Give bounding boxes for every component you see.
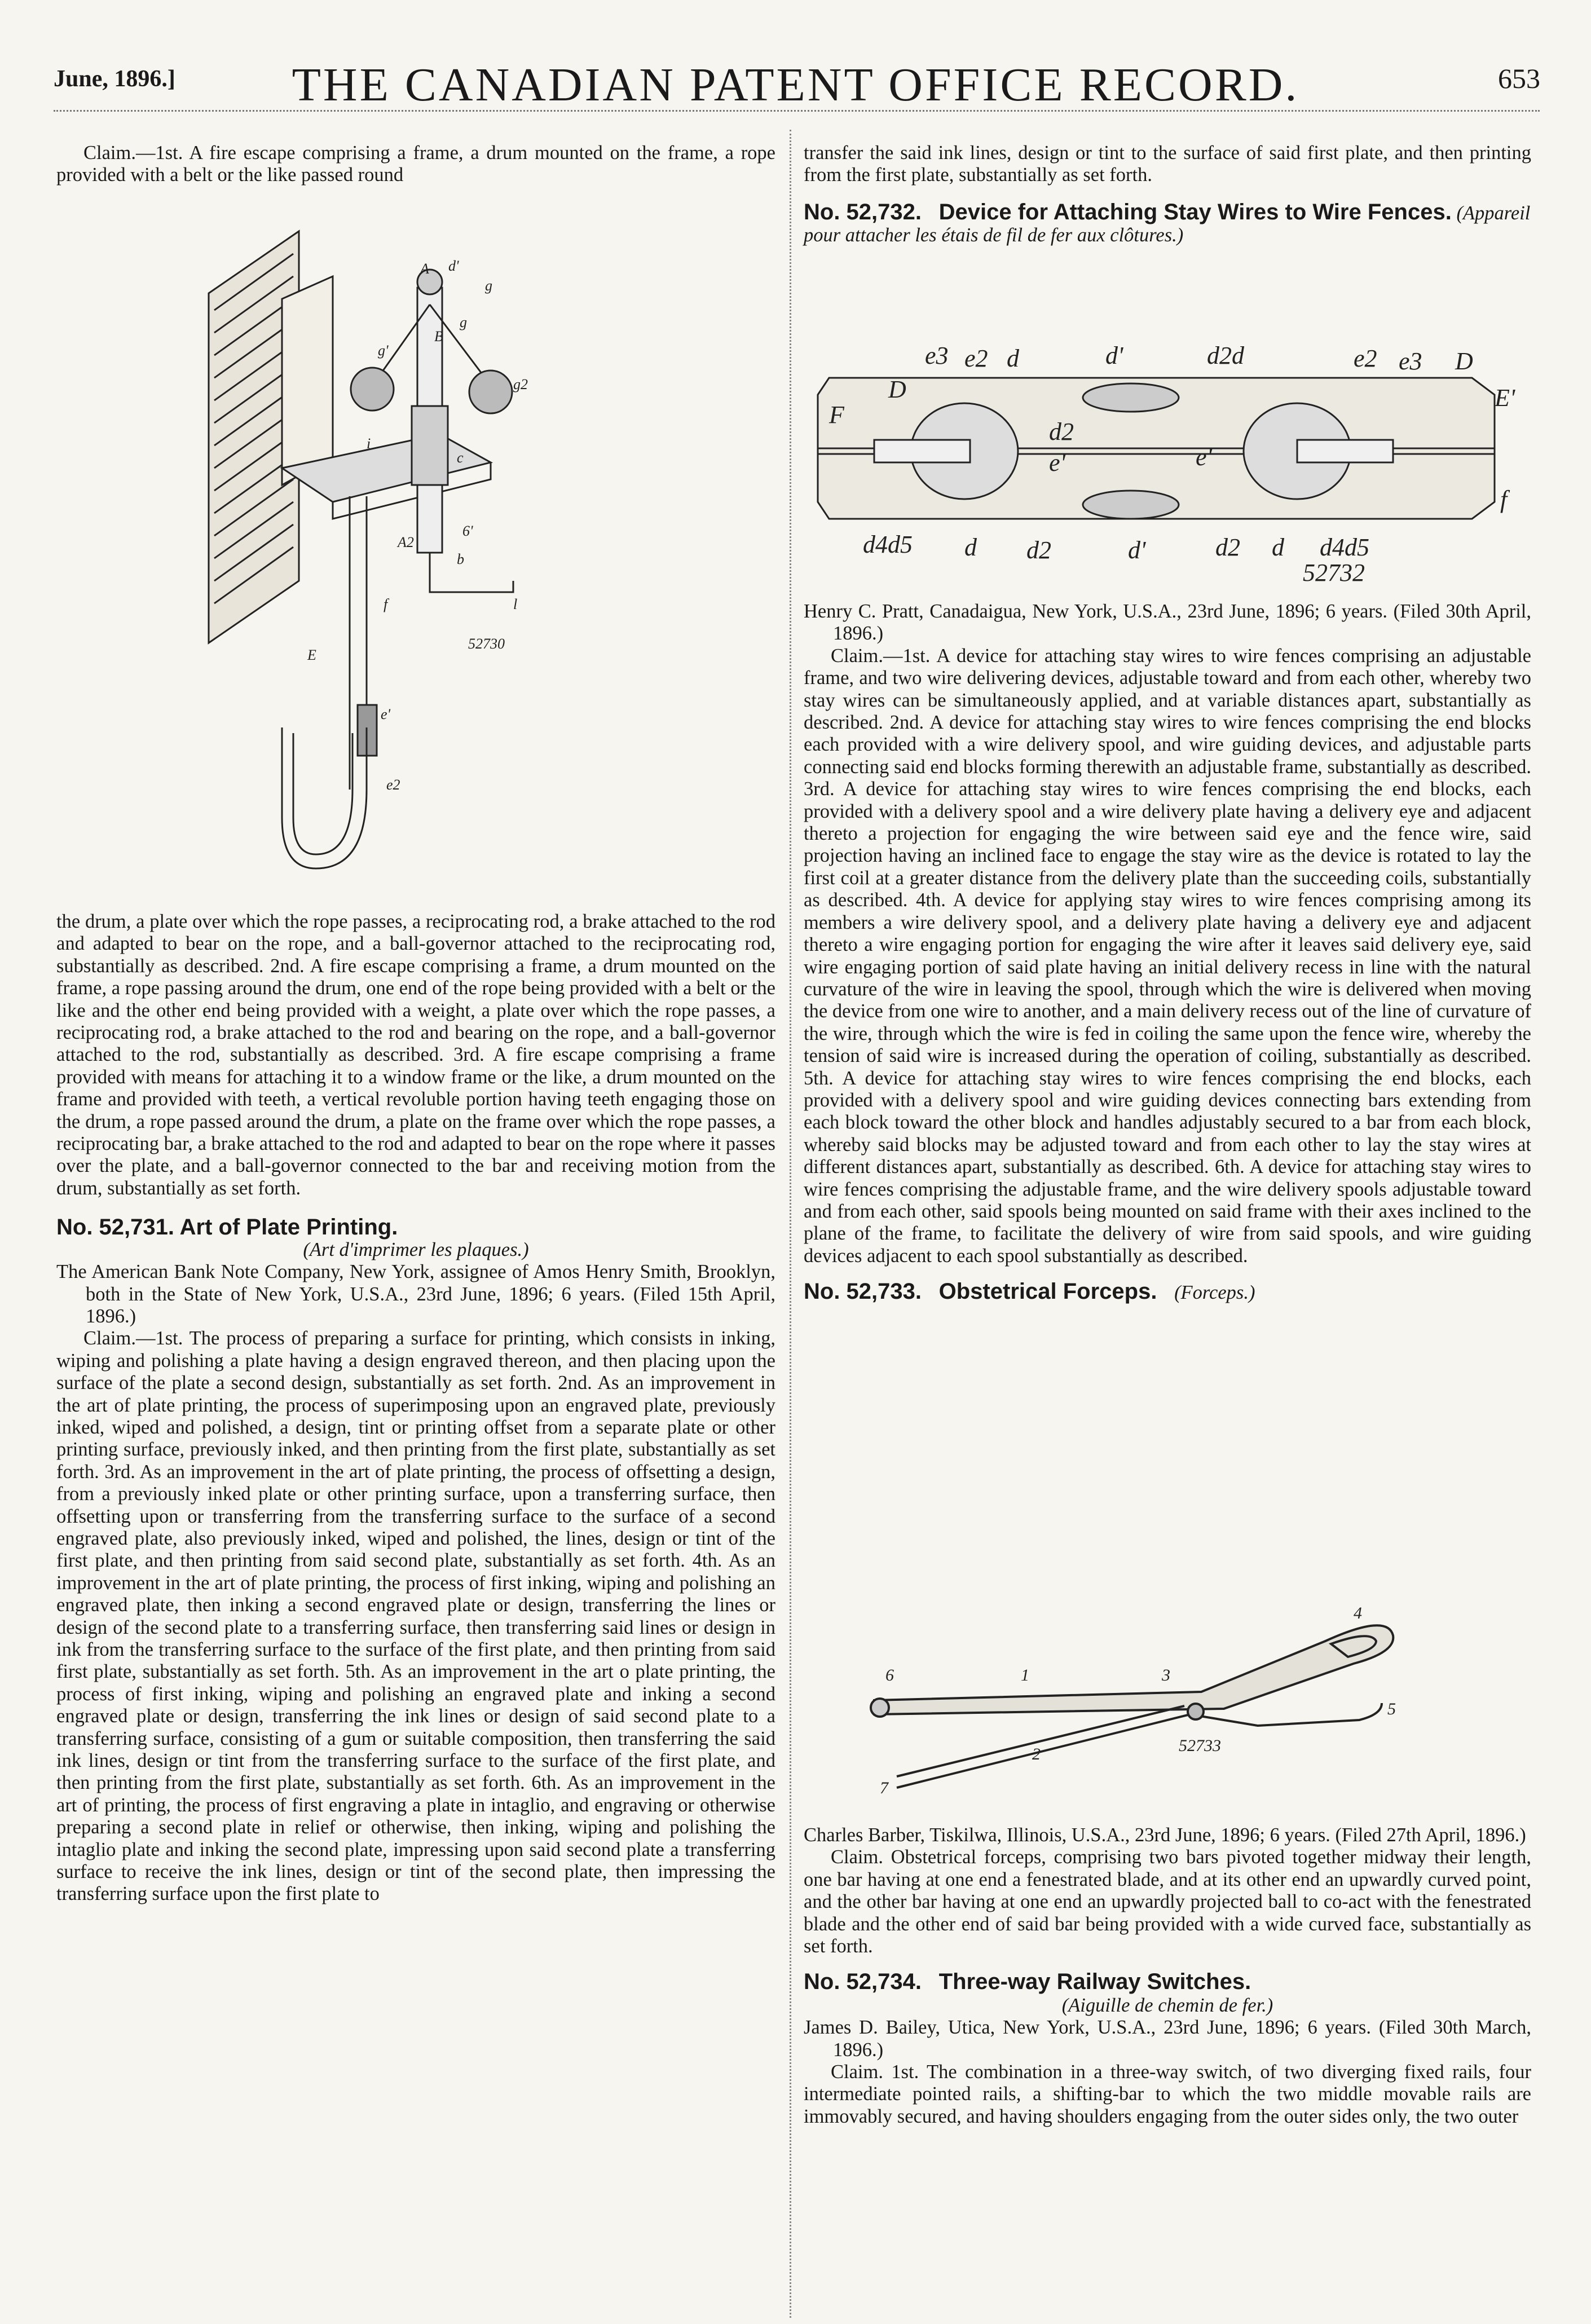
svg-text:6': 6'	[462, 523, 473, 539]
svg-text:d': d'	[1128, 536, 1146, 564]
inventor-52731: The American Bank Note Company, New York, assignee of Amos Henry Smith, Brooklyn, both in the State of New York, U.S.A., 23rd June, 1896; 6 years. (Filed 15th April, 1896.)	[56, 1261, 775, 1327]
svg-text:g': g'	[378, 342, 389, 359]
svg-text:A2: A2	[398, 534, 414, 550]
svg-text:E': E'	[1495, 384, 1515, 412]
heading-52731: No. 52,731. Art of Plate Printing.	[56, 1215, 398, 1240]
svg-text:d2: d2	[1049, 418, 1074, 446]
svg-text:g: g	[485, 277, 492, 294]
figure-52732-wire-device	[812, 338, 1528, 586]
inventor-52732: Henry C. Pratt, Canadaigua, New York, U.S.A., 23rd June, 1896; 6 years. (Filed 30th April, 1896.)	[804, 601, 1531, 645]
svg-text:2: 2	[1032, 1745, 1041, 1763]
left-column-body	[56, 911, 775, 1906]
patent-title-52732: Device for Attaching Stay Wires to Wire Fences.	[938, 199, 1452, 224]
svg-text:A: A	[420, 261, 429, 277]
figure-52730-fire-escape	[197, 220, 649, 885]
svg-text:6: 6	[885, 1666, 894, 1684]
column-divider	[790, 130, 791, 2318]
svg-text:g2: g2	[513, 376, 528, 393]
svg-text:d: d	[1007, 345, 1019, 372]
patent-number-52734: No. 52,734.	[804, 1969, 922, 1995]
patent-number-52732: No. 52,732.	[804, 199, 922, 224]
svg-text:e': e'	[1049, 449, 1065, 477]
inventor-52734: James D. Bailey, Utica, New York, U.S.A., 23rd June, 1896; 6 years. (Filed 30th March, 1896.)	[804, 2017, 1531, 2061]
svg-text:d2: d2	[1215, 533, 1240, 561]
figure-52733-forceps	[863, 1602, 1427, 1816]
svg-text:b: b	[457, 551, 464, 567]
svg-text:d': d'	[1105, 342, 1123, 369]
heading-52732	[804, 201, 1531, 247]
patent-title-52734: Three-way Railway Switches.	[938, 1969, 1251, 1995]
claim-52733: Claim. Obstetrical forceps, comprising two bars pivoted together midway their length, one bar having at one end a fenestrated blade, and at its other end an upwardly curved point, and the other bar having at one end an upwardly projected ball to co-act with the fenestrated blade and the other end of said bar being provided with a wide curved face, substantially as set forth.	[804, 1846, 1531, 1957]
svg-text:e': e'	[1196, 443, 1212, 471]
header-date: June, 1896.]	[54, 66, 175, 92]
header-divider	[54, 110, 1540, 112]
svg-text:4: 4	[1354, 1604, 1362, 1622]
svg-text:e2: e2	[1354, 345, 1377, 372]
svg-text:52732: 52732	[1303, 559, 1365, 586]
french-title-52733: (Forceps.)	[1174, 1282, 1255, 1304]
svg-text:B: B	[434, 328, 443, 345]
svg-text:52730: 52730	[468, 636, 505, 652]
svg-text:c: c	[457, 449, 464, 466]
claim-52731-end: transfer the said ink lines, design or tint to the surface of said first plate, and then printing from the first plate, substantially as set forth.	[804, 142, 1531, 186]
svg-text:e': e'	[381, 706, 391, 722]
svg-text:5: 5	[1387, 1700, 1396, 1718]
svg-text:e3: e3	[1399, 347, 1422, 375]
inventor-52733: Charles Barber, Tiskilwa, Illinois, U.S.A., 23rd June, 1896; 6 years. (Filed 27th April, 1896.)	[804, 1824, 1526, 1846]
french-title-52732: (Appareil pour attacher les étais de fil de fer aux clôtures.)	[804, 202, 1531, 246]
patent-number-52733: No. 52,733.	[804, 1279, 922, 1304]
patent-title-52733: Obstetrical Forceps.	[938, 1279, 1157, 1304]
french-title-52731: (Art d'imprimer les plaques.)	[303, 1238, 529, 1260]
left-column-top	[56, 142, 775, 187]
svg-text:i: i	[367, 435, 371, 452]
svg-text:F: F	[829, 401, 844, 429]
svg-text:e2: e2	[386, 777, 400, 793]
svg-text:d': d'	[448, 258, 459, 274]
svg-text:d: d	[964, 533, 977, 561]
svg-text:D: D	[1455, 347, 1473, 375]
svg-text:3: 3	[1162, 1666, 1170, 1684]
svg-text:7: 7	[880, 1779, 888, 1797]
svg-text:f: f	[384, 596, 388, 612]
claim-52730-continued: the drum, a plate over which the rope passes, a reciprocating rod, a brake attached to the rod and adapted to bear on the rope, and a ball-governor attached to the reciprocating rod, substantially as described. 2nd. A fire escape comprising a frame, a drum mounted on the frame, a rope passing around the drum, one end of the rope being provided with a belt or the like and the other end being provided with a weight, a plate over which the rope passes, a reciprocating rod, a brake attached to the rod and bearing on the rope, and a ball-governor attached to the rod, substantially as described. 3rd. A fire escape comprising a frame provided with means for attaching it to a window frame or the like, a drum mounted on the frame and provided with teeth, a vertical revoluble portion having teeth engaging those on the drum, a rope passed around the drum, a plate on the frame over which the rope passes, a reciprocating bar, a brake attached to the rod and adapted to bear on the rope where it passes over the plate, and a ball-governor connected to the bar and receiving motion from the drum, substantially as set forth.	[56, 911, 775, 1199]
page-number: 653	[1498, 63, 1540, 94]
page-header	[0, 59, 1591, 111]
right-column-52732	[804, 601, 1531, 1304]
svg-text:f: f	[1500, 486, 1508, 513]
svg-text:E: E	[307, 647, 316, 663]
journal-title: THE CANADIAN PATENT OFFICE RECORD.	[292, 59, 1299, 111]
claim-52730-start: Claim.—1st. A fire escape comprising a frame, a drum mounted on the frame, a rope provided with a belt or the like passed round	[56, 142, 775, 186]
svg-text:1: 1	[1021, 1666, 1029, 1684]
svg-text:e2: e2	[964, 345, 988, 372]
svg-text:d4d5: d4d5	[863, 531, 913, 558]
claim-52731: Claim.—1st. The process of preparing a surface for printing, which consists in inking, wiping and polishing a plate having a design engraved thereon, and then placing upon the surface of the plate a second design, substantially as set forth. 2nd. As an improvement in the art of plate printing, the process of superimposing upon an engraved plate, previously inked, wiped and polished, a design, tint or printing offset from a separate plate or other printing surface, previously inked, and then printing from the first plate, substantially as set forth. 3rd. As an improvement in the art of plate printing, the process of offsetting a design, from a previously inked plate or other printing surface, upon a transferring surface, then offsetting upon or transferring from the transferring surface to the surface of a second engraved plate, also previously inked, wiped and polished, the lines, design or tint of the first plate, and then printing from said second plate, substantially as set forth. 4th. As an improvement in the art of plate printing, the process of first inking, wiping and polishing an engraved plate, then inking a second engraved plate or design, transferring the lines or design of the second plate to a transferring surface, then transferring said lines or design in ink from the transferring surface to the surface of the first plate, and then printing from said first plate, substantially as set forth. 5th. As an improvement in the art o plate printing, the process of first inking, wiping and polishing an engraved plate and inking a second engraved plate or design, transferring the ink lines or design of said second plate to a transferring surface, consisting of a gum or suitable composition, then transferring the said ink lines, design or tint from the transferring surface to the surface of the first plate, and then printing from the first plate, substantially as set forth. 6th. As an improvement in the art of printing, the process of first engraving a plate in intaglio, and engraving or otherwise preparing a second plate in relief or otherwise, then inking, wiping and polishing the intaglio plate and inking the second plate, impressing upon said second plate a transferring surface to receive the ink lines, design or tint of the second plate, then impressing the transferring surface upon the first plate to	[56, 1328, 775, 1905]
svg-text:l: l	[513, 596, 518, 612]
svg-text:d2: d2	[1026, 536, 1051, 564]
heading-52734	[804, 1971, 1531, 1994]
right-column-bottom	[804, 1824, 1531, 2128]
svg-text:g: g	[460, 314, 467, 330]
claim-52732: Claim.—1st. A device for attaching stay wires to wire fences comprising an adjustable frame, and two wire delivering devices, adjustable toward and from each other, whereby two stay wires can be simultaneously applied, and at variable distances apart, substantially as described. 2nd. A device for attaching stay wires to wire fences comprising the end blocks each provided with a wire delivery spool, and wire guiding devices, and adjustable parts connecting said end blocks forming therewith an adjustable frame, substantially as described. 3rd. A device for attaching stay wires to wire fences comprising the end blocks, each provided with a delivery spool and a wire delivery plate having a delivery eye and adjacent thereto a projection for engaging the wire between said eye and the fence wire, said projection having an inclined face to engage the stay wire as the device is rotated to lay the first coil at a greater distance from the delivery plate than the succeeding coils, substantially as described. 4th. A device for applying stay wires to wire fences comprising among its members a wire delivery spool, and a delivery plate having a delivery eye and adjacent thereto a wire engaging portion for engaging the wire after it leaves said delivery eye, said wire engaging portion of said plate having an initial delivery recess in line with the natural curvature of the wire in leaving the spool, through which the wire is delivered when moving the device from one wire to another, and a main delivery recess out of the line of curvature of the wire, through which the wire is fed in coiling the same upon the fence wire, whereby the tension of said wire is increased during the operation of coiling, substantially as described. 5th. A device for attaching stay wires to wire fences comprising the end blocks, each provided with a delivery spool and wire guiding devices connecting bars extending from each block toward the other block and handles adjustably secured to a bar from each block, whereby said blocks may be adjusted toward and from each other to lay the stay wires at different distances apart, substantially as described. 6th. A device for attaching stay wires to wire fences comprising the adjustable frame, and the wire delivery spools adjustable toward and from each other, said spools being mounted on said frame with their axes inclined to the plane of the frame, to facilitate the delivery of wire from said spools, and wire guiding devices adjacent to each spool substantially as described.	[804, 645, 1531, 1267]
french-title-52734: (Aiguille de chemin de fer.)	[1061, 1994, 1273, 2016]
right-column-top	[804, 142, 1531, 247]
svg-text:d4d5: d4d5	[1320, 533, 1369, 561]
svg-text:e3: e3	[925, 342, 949, 369]
svg-text:52733: 52733	[1179, 1736, 1221, 1755]
svg-text:d: d	[1272, 533, 1284, 561]
svg-text:D: D	[888, 376, 906, 403]
heading-52733	[804, 1281, 1531, 1304]
svg-text:d2d: d2d	[1207, 342, 1244, 369]
claim-52734: Claim. 1st. The combination in a three-way switch, of two diverging fixed rails, four intermediate pointed rails, a shifting-bar to which the two middle movable rails are immovably secured, and having shoulders engaging from the outer sides only, the two outer	[804, 2061, 1531, 2127]
